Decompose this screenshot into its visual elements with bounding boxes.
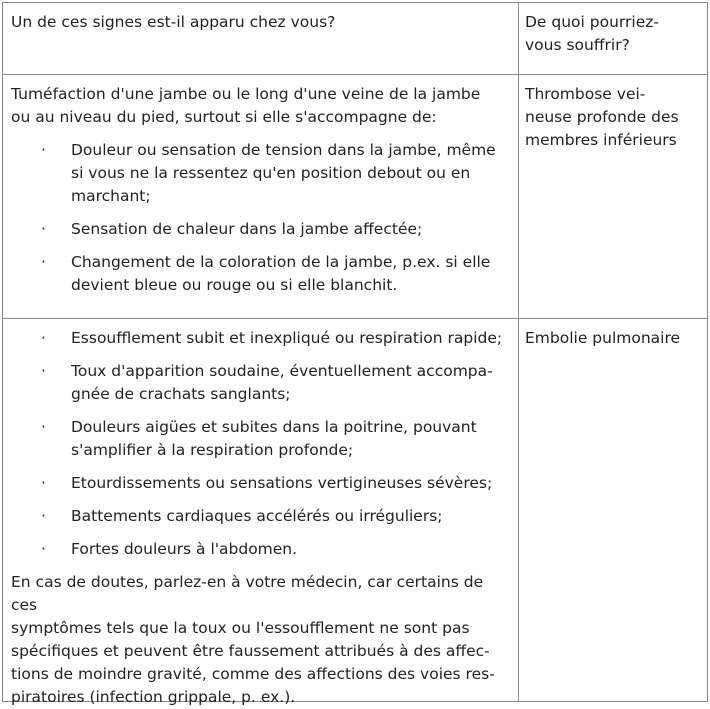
embolism-symptoms xyxy=(3,319,519,706)
list-item xyxy=(11,416,510,462)
list-item-line: Etourdissements ou sensations vertigineuses sévères; xyxy=(71,474,493,492)
embolism-row xyxy=(3,318,707,706)
list-item-line: Toux d'apparition soudaine, éventuellement accompa- xyxy=(71,362,493,380)
note-line: symptômes tels que la toux ou l'essoufflement ne sont pas xyxy=(11,619,470,637)
bullet: · xyxy=(41,507,46,525)
list-item xyxy=(11,538,510,561)
list-item-line: Douleurs aigües et subites dans la poitrine, pouvant xyxy=(71,418,477,436)
bullet: · xyxy=(41,540,46,558)
list-item-line: marchant; xyxy=(71,187,151,205)
list-item-line: si vous ne la ressentez qu'en position debout ou en xyxy=(71,164,471,182)
bullet: · xyxy=(41,418,46,436)
bullet: · xyxy=(41,253,46,271)
bullet: · xyxy=(41,329,46,347)
header-diagnosis-line: vous souffrir? xyxy=(525,36,630,54)
list-item xyxy=(11,218,510,241)
embolism-symptom-list xyxy=(11,327,510,561)
intro-line: Tuméfaction d'une jambe ou le long d'une veine de la jambe xyxy=(11,85,481,103)
doctor-note xyxy=(11,571,510,709)
diagnosis-line: Embolie pulmonaire xyxy=(525,329,681,347)
note-line: En cas de doutes, parlez-en à votre médecin, car certains de ces xyxy=(11,573,484,614)
list-item xyxy=(11,139,510,208)
symptoms-table xyxy=(2,2,708,706)
header-diagnosis-line: De quoi pourriez- xyxy=(525,13,659,31)
list-item-line: s'amplifier à la respiration profonde; xyxy=(71,441,354,459)
list-item-line: Douleur ou sensation de tension dans la jambe, même xyxy=(71,141,496,159)
thrombosis-row xyxy=(3,74,707,318)
thrombosis-diagnosis xyxy=(519,75,707,318)
list-item xyxy=(11,505,510,528)
note-line: tions de moindre gravité, comme des affections des voies res- xyxy=(11,665,495,683)
list-item-line: devient bleue ou rouge ou si elle blanchit. xyxy=(71,276,398,294)
header-row xyxy=(3,3,707,74)
note-line: piratoires (infection grippale, p. ex.). xyxy=(11,688,296,706)
diagnosis-line: Thrombose vei- xyxy=(525,85,646,103)
list-item-line: Fortes douleurs à l'abdomen. xyxy=(71,540,298,558)
note-line: spécifiques et peuvent être faussement attribués à des affec- xyxy=(11,642,490,660)
bullet: · xyxy=(41,362,46,380)
diagnosis-line: membres inférieurs xyxy=(525,131,677,149)
list-item-line: gnée de crachats sanglants; xyxy=(71,385,291,403)
header-question xyxy=(3,3,519,74)
diagnosis-line: neuse profonde des xyxy=(525,108,679,126)
header-question-text: Un de ces signes est-il apparu chez vous? xyxy=(11,13,336,31)
header-diagnosis xyxy=(519,3,707,74)
list-item xyxy=(11,472,510,495)
list-item-line: Sensation de chaleur dans la jambe affectée; xyxy=(71,220,423,238)
embolism-diagnosis xyxy=(519,319,707,701)
thrombosis-intro xyxy=(11,83,510,129)
bullet: · xyxy=(41,474,46,492)
list-item-line: Changement de la coloration de la jambe, p.ex. si elle xyxy=(71,253,491,271)
list-item-line: Essoufflement subit et inexpliqué ou respiration rapide; xyxy=(71,329,503,347)
list-item-line: Battements cardiaques accélérés ou irréguliers; xyxy=(71,507,443,525)
list-item xyxy=(11,327,510,350)
thrombosis-symptom-list xyxy=(11,139,510,297)
bullet: · xyxy=(41,220,46,238)
list-item xyxy=(11,360,510,406)
bullet: · xyxy=(41,141,46,159)
intro-line: ou au niveau du pied, surtout si elle s'accompagne de: xyxy=(11,108,437,126)
list-item xyxy=(11,251,510,297)
thrombosis-symptoms xyxy=(3,75,519,318)
